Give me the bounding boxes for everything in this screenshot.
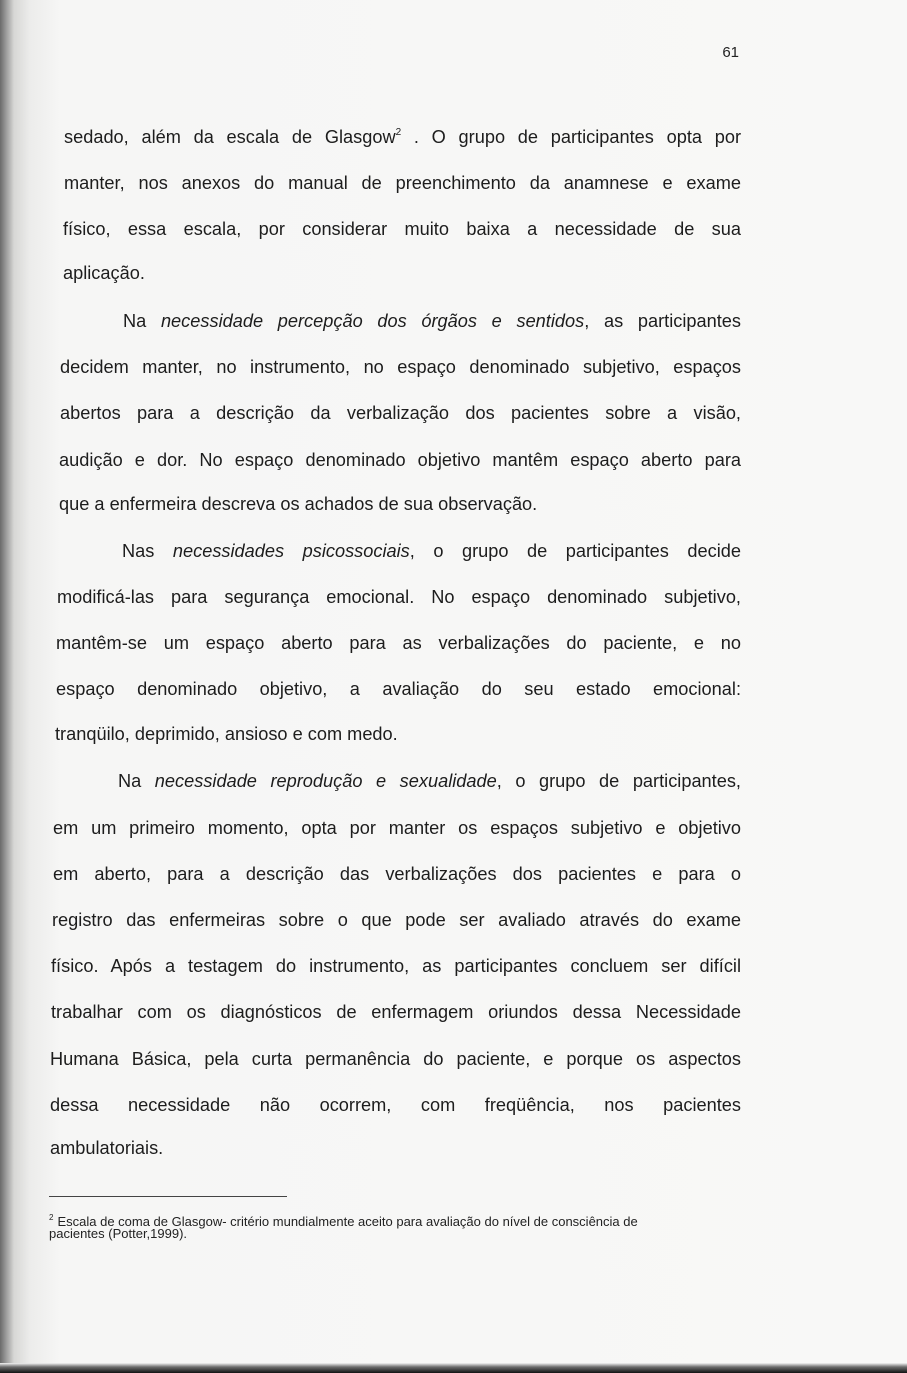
text-segment: em aberto, para a descrição das verbalizações dos pacientes e para o [53, 864, 741, 884]
text-line [60, 356, 741, 378]
text-segment: registro das enfermeiras sobre o que pode ser avaliado através do exame [52, 910, 741, 930]
text-segment: aplicação. [63, 263, 145, 283]
text-line [123, 310, 741, 332]
italic-term: necessidades psicossociais [172, 541, 410, 561]
text-segment: físico, essa escala, por considerar muito baixa a necessidade de sua [63, 219, 741, 239]
footnote-marker: 2 [49, 1213, 54, 1222]
text-line [56, 632, 741, 654]
text-line [52, 909, 741, 931]
text-line [122, 540, 741, 562]
text-segment: dessa necessidade não ocorrem, com freqüência, nos pacientes [50, 1095, 741, 1115]
text-segment: abertos para a descrição da verbalização dos pacientes sobre a visão, [60, 403, 741, 423]
page-number: 61 [722, 44, 739, 61]
text-segment: modificá-las para segurança emocional. No espaço denominado subjetivo, [57, 587, 741, 607]
footnote-text-1: Escala de coma de Glasgow- critério mundialmente aceito para avaliação do nível de consciência de [57, 1214, 638, 1229]
text-line [118, 770, 741, 792]
text-segment: espaço denominado objetivo, a avaliação do seu estado emocional: [56, 679, 741, 699]
text-line [53, 817, 741, 839]
text-segment: Humana Básica, pela curta permanência do paciente, e porque os aspectos [50, 1049, 741, 1069]
text-segment: Na [123, 311, 161, 331]
italic-term: necessidade reprodução e sexualidade [154, 771, 497, 791]
text-segment: tranqüilo, deprimido, ansioso e com medo. [55, 724, 398, 744]
text-line [50, 1048, 741, 1070]
text-line [51, 1001, 741, 1023]
text-segment: sedado, além da escala de Glasgow [64, 127, 396, 147]
text-line [57, 586, 741, 608]
text-line [56, 678, 741, 700]
text-line [64, 172, 741, 194]
footnote-text-2: pacientes (Potter,1999). [49, 1226, 188, 1241]
text-segment: Na [118, 771, 155, 791]
text-segment: decidem manter, no instrumento, no espaço denominado subjetivo, espaços [60, 357, 741, 377]
footnote-reference: 2 [395, 127, 402, 138]
text-line [50, 1094, 741, 1116]
text-segment: manter, nos anexos do manual de preenchimento da anamnese e exame [64, 173, 741, 193]
text-segment: , o grupo de participantes, [496, 771, 741, 791]
text-segment: ambulatoriais. [50, 1138, 164, 1158]
text-line [63, 262, 145, 284]
text-segment: físico. Após a testagem do instrumento, as participantes concluem ser difícil [51, 956, 741, 976]
text-segment: trabalhar com os diagnósticos de enfermagem oriundos dessa Necessidade [51, 1002, 741, 1022]
text-segment: em um primeiro momento, opta por manter os espaços subjetivo e objetivo [53, 818, 741, 838]
text-line [63, 218, 741, 240]
text-line [59, 449, 741, 471]
text-line [59, 493, 537, 515]
italic-term: necessidade percepção dos órgãos e sentidos [160, 311, 585, 331]
text-line [60, 402, 741, 424]
text-segment: , o grupo de participantes decide [409, 541, 741, 561]
text-segment: mantêm-se um espaço aberto para as verbalizações do paciente, e no [56, 633, 741, 653]
text-segment: que a enfermeira descreva os achados de sua observação. [59, 494, 538, 514]
footnote-line-2 [49, 1226, 737, 1242]
footnote-rule [49, 1196, 287, 1197]
text-segment: , as participantes [584, 311, 741, 331]
text-line [55, 723, 398, 745]
text-line [53, 863, 741, 885]
text-segment: . O grupo de participantes opta por [401, 127, 742, 147]
text-segment: audição e dor. No espaço denominado objetivo mantêm espaço aberto para [59, 450, 741, 470]
text-line [50, 1137, 163, 1159]
text-segment: Nas [122, 541, 173, 561]
text-line [51, 955, 741, 977]
text-line [64, 126, 741, 148]
